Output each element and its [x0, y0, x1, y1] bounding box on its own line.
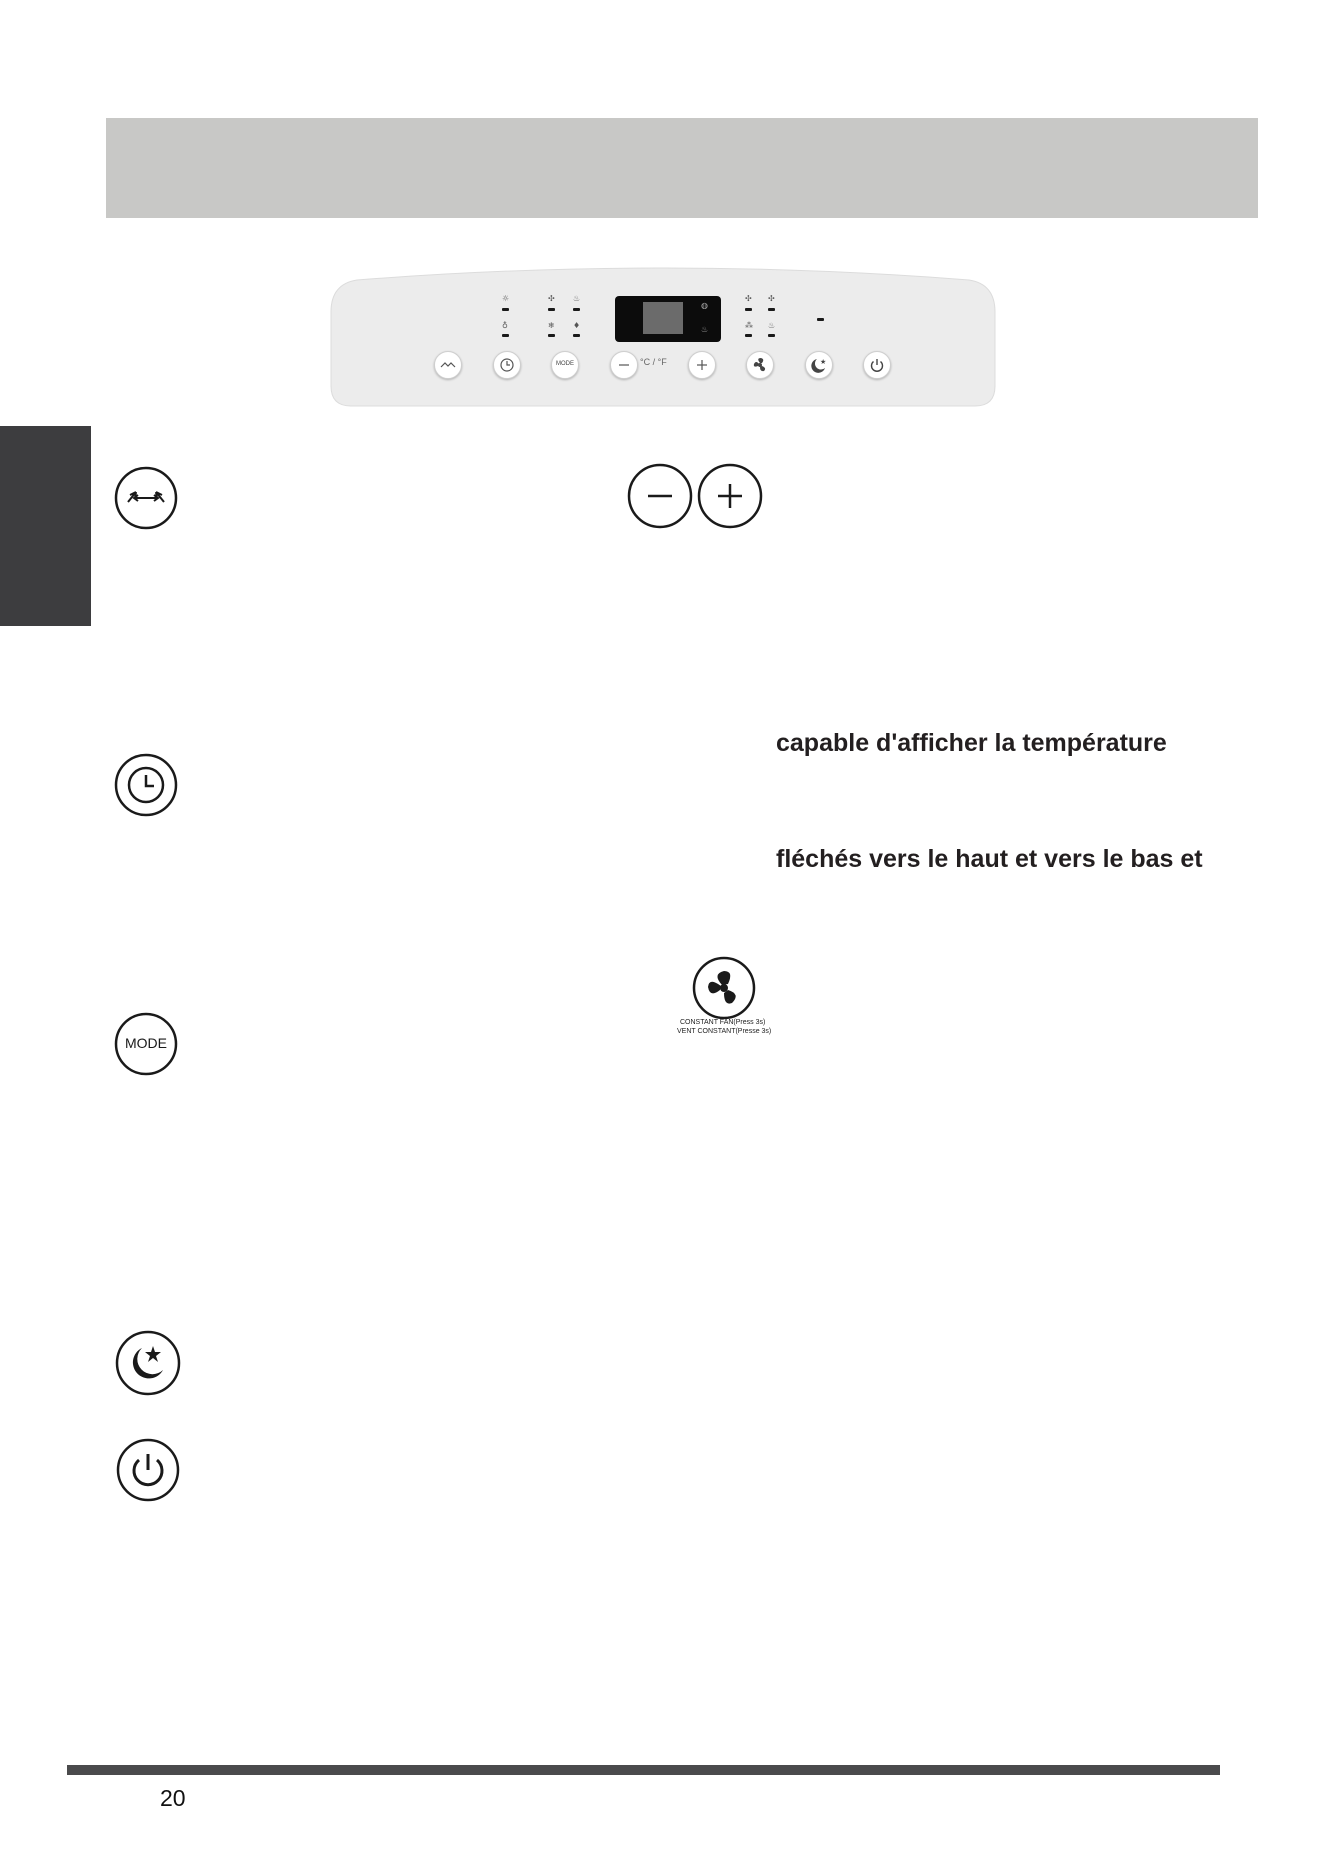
- led-indicator: [548, 334, 555, 337]
- display-digits: [643, 302, 683, 334]
- swing-button-small[interactable]: [434, 351, 462, 379]
- mid-fan-indicator-icon: ✣: [768, 294, 775, 303]
- plus-icon: [689, 352, 715, 378]
- swing-icon: [435, 352, 461, 378]
- led-indicator: [745, 308, 752, 311]
- power-button-small[interactable]: [863, 351, 891, 379]
- heat-indicator-icon: ☼: [502, 294, 510, 303]
- control-panel-illustration: [327, 262, 999, 408]
- mode-button-small-label: MODE: [556, 361, 574, 367]
- digital-display: [615, 296, 721, 342]
- sleep-button-icon: [115, 1330, 181, 1396]
- plus-button-icon: [697, 463, 763, 529]
- text-line-display-temperature: capable d'afficher la température: [776, 729, 1167, 757]
- mode-button-icon: [114, 1012, 178, 1076]
- low-fan-indicator-icon: ⁂: [745, 321, 753, 330]
- display-icon-top: ◍: [701, 301, 708, 310]
- svg-text:★: ★: [820, 359, 827, 366]
- led-indicator: [573, 308, 580, 311]
- bulb-indicator-icon: ♁: [502, 321, 508, 330]
- minus-button-icon: [627, 463, 693, 529]
- header-band: [106, 118, 1258, 218]
- cool-indicator-icon: ❄: [548, 321, 555, 330]
- timer-icon: [494, 352, 520, 378]
- led-indicator: [502, 308, 509, 311]
- display-icon-bottom: ♨: [701, 325, 709, 334]
- fan-button-small[interactable]: [746, 351, 774, 379]
- timer-button-small[interactable]: [493, 351, 521, 379]
- minus-button-small[interactable]: [610, 351, 638, 379]
- dry-indicator-icon: ♦: [573, 321, 581, 330]
- power-button-icon: [116, 1438, 180, 1502]
- led-indicator: [768, 334, 775, 337]
- mode-button-small[interactable]: [551, 351, 579, 379]
- timer-button-icon: [114, 753, 178, 817]
- led-indicator: [745, 334, 752, 337]
- mode-button-label: MODE: [125, 1035, 167, 1051]
- led-indicator: [817, 318, 824, 321]
- text-line-arrows: fléchés vers le haut et vers le bas et: [776, 845, 1203, 873]
- led-indicator: [768, 308, 775, 311]
- high-fan-indicator-icon: ✣: [745, 294, 752, 303]
- auto-fan-indicator-icon: ♨: [768, 321, 776, 330]
- fan-icon: [747, 352, 773, 378]
- sleep-icon: [806, 352, 832, 378]
- constant-fan-caption: CONSTANT FAN(Press 3s): [680, 1019, 766, 1026]
- led-indicator: [502, 334, 509, 337]
- swing-button-icon: [114, 466, 178, 530]
- led-indicator: [573, 334, 580, 337]
- page-number: 20: [160, 1785, 186, 1811]
- plus-button-small[interactable]: [688, 351, 716, 379]
- fan-speed-indicator-icon: ✣: [548, 294, 555, 303]
- power-icon: [864, 352, 890, 378]
- footer-rule: [67, 1765, 1220, 1775]
- sleep-button-small[interactable]: [805, 351, 833, 379]
- fan-button-icon: [692, 956, 756, 1020]
- auto-indicator-icon: ♨: [573, 294, 581, 303]
- minus-icon: [611, 352, 637, 378]
- vent-constant-caption: VENT CONSTANT(Presse 3s): [677, 1028, 772, 1035]
- language-side-tab: [0, 426, 91, 626]
- led-indicator: [548, 308, 555, 311]
- temperature-unit-label: °C / °F: [640, 357, 667, 367]
